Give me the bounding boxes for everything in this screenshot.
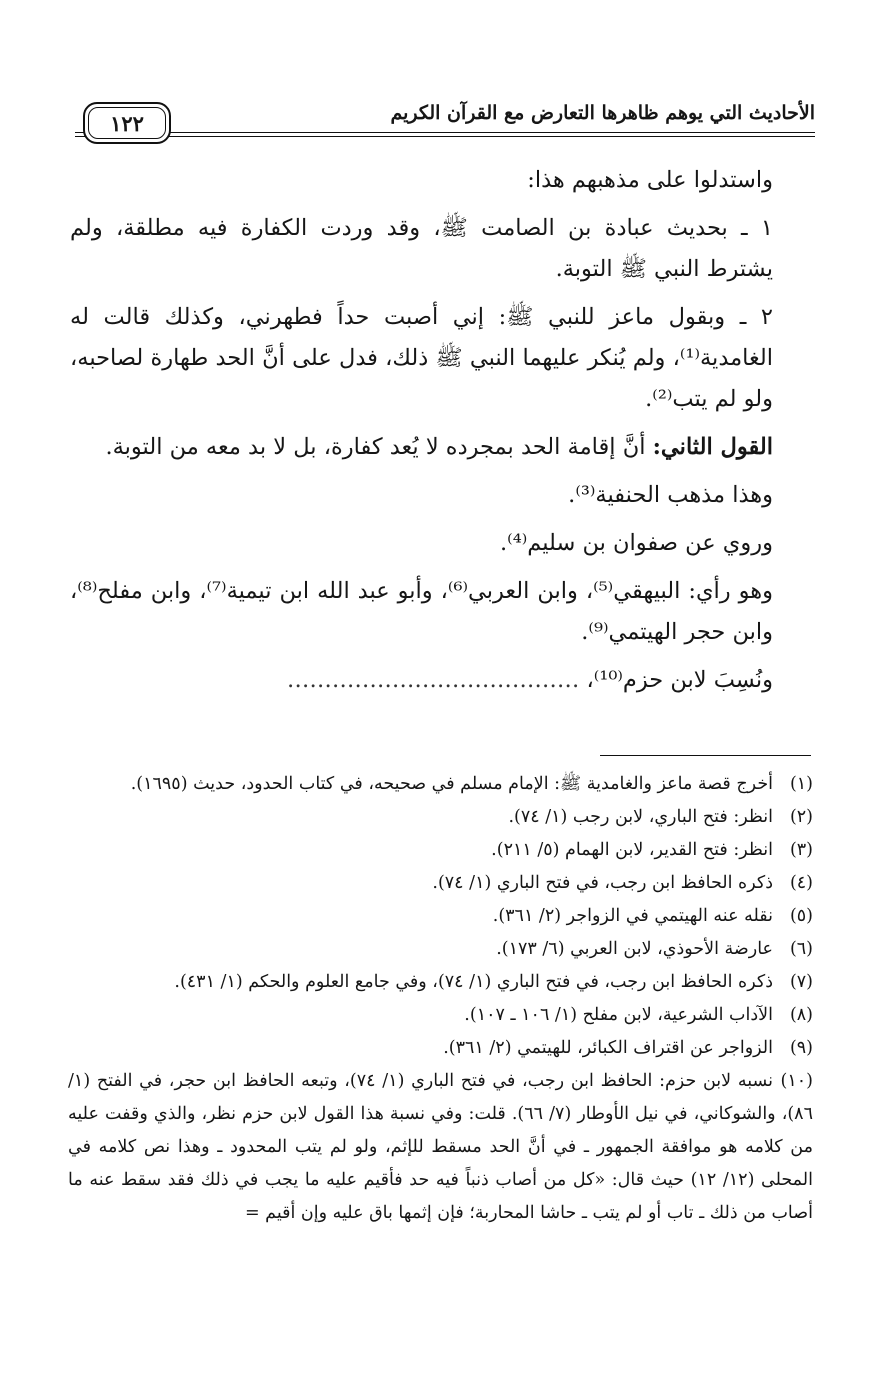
footnote-number: (٨) bbox=[789, 1005, 813, 1025]
paragraph bbox=[70, 427, 811, 468]
footnote-text: عارضة الأحوذي، لابن العربي (٦/ ١٧٣). bbox=[496, 939, 773, 959]
paragraph: وروي عن صفوان بن سليم⁽⁴⁾. bbox=[500, 530, 773, 556]
footnote bbox=[68, 900, 813, 933]
footnote-text: انظر: فتح الباري، لابن رجب (١/ ٧٤). bbox=[508, 807, 773, 827]
footnote bbox=[68, 933, 813, 966]
footnote-text: أخرج قصة ماعز والغامدية ﷺ: الإمام مسلم في صحيحه، في كتاب الحدود، حديث (١٦٩٥). bbox=[130, 774, 773, 794]
paragraph bbox=[70, 660, 811, 701]
footnote-number: (٩) bbox=[789, 1038, 813, 1058]
footnote-text: ذكره الحافظ ابن رجب، في فتح الباري (١/ ٧٤). bbox=[432, 873, 773, 893]
footnote-number: (٤) bbox=[789, 873, 813, 893]
paragraph-text: أنَّ إقامة الحد بمجرده لا يُعد كفارة، بل لا بد معه من التوبة. bbox=[105, 434, 653, 460]
footnote bbox=[68, 1065, 813, 1230]
footnote bbox=[68, 966, 813, 999]
footnote-number: (٢) bbox=[789, 807, 813, 827]
main-text bbox=[70, 160, 811, 708]
footnote-text: الزواجر عن اقتراف الكبائر، للهيتمي (٢/ ٣٦١). bbox=[443, 1038, 773, 1058]
footnote-number: (٣) bbox=[789, 840, 813, 860]
footnote-number: (٧) bbox=[789, 972, 813, 992]
footnote-text: انظر: فتح القدير، لابن الهمام (٥/ ٢١١). bbox=[491, 840, 773, 860]
page-number-frame bbox=[83, 102, 171, 144]
page-number: ١٢٢ bbox=[88, 107, 166, 139]
footnote-number: (١٠) bbox=[780, 1071, 813, 1091]
footnote-text: الآداب الشرعية، لابن مفلح (١/ ١٠٦ ـ ١٠٧). bbox=[464, 1005, 773, 1025]
paragraph: وهو رأي: البيهقي⁽⁵⁾، وابن العربي⁽⁶⁾، وأبو عبد الله ابن تيمية⁽⁷⁾، وابن مفلح⁽⁸⁾، وابن حجر الهيتمي⁽⁹⁾. bbox=[70, 578, 773, 645]
footnote-text: ذكره الحافظ ابن رجب، في فتح الباري (١/ ٧٤)، وفي جامع العلوم والحكم (١/ ٤٣١). bbox=[174, 972, 773, 992]
page-header bbox=[75, 96, 815, 144]
footnote-number: (٥) bbox=[789, 906, 813, 926]
paragraph: ٢ ـ وبقول ماعز للنبي ﷺ: إني أصبت حداً فطهرني، وكذلك قالت له الغامدية⁽¹⁾، ولم يُنكر عليهما النبي ﷺ ذلك، فدل على أنَّ الحد طهارة لصاحبه، ولو لم يتب⁽²⁾. bbox=[70, 304, 773, 412]
footnote bbox=[68, 801, 813, 834]
footnote-text: نسبه لابن حزم: الحافظ ابن رجب، في فتح الباري (١/ ٧٤)، وتبعه الحافظ ابن حجر، في الفتح (١/ ٨٦)، والشوكاني، في نيل الأوطار (٧/ ٦٦). قلت: وفي نسبة هذا القول لابن حزم نظر، والذي وقفت عليه من كلامه هو موافقة الجمهور ـ في أنَّ الحد مسقط للإثم، ولو لم يتب المحدود ـ وهذا نص كلامه في المحلى (١٢/ ١٢) حيث قال: «كل من أصاب ذنباً فيه حد فأقيم عليه ما يجب في ذلك فقد سقط عنه ما أصاب من ذلك ـ تاب أو لم يتب ـ حاشا المحاربة؛ فإن إثمها باق عليه وإن أقيم = bbox=[68, 1071, 813, 1223]
paragraph: وهذا مذهب الحنفية⁽³⁾. bbox=[568, 482, 773, 508]
header-rule bbox=[75, 136, 815, 137]
footnote bbox=[68, 768, 813, 801]
footnote bbox=[68, 834, 813, 867]
paragraph: واستدلوا على مذهبهم هذا: bbox=[527, 167, 773, 193]
paragraph-text: ونُسِبَ لابن حزم⁽¹⁰⁾، bbox=[579, 667, 773, 693]
header-rule bbox=[75, 132, 815, 133]
section-label: القول الثاني: bbox=[652, 434, 773, 460]
paragraph: ١ ـ بحديث عبادة بن الصامت ﷺ، وقد وردت الكفارة فيه مطلقة، ولم يشترط النبي ﷺ التوبة. bbox=[70, 215, 773, 282]
continuation-dots: ………………………………… bbox=[286, 667, 580, 693]
footnote-number: (٦) bbox=[789, 939, 813, 959]
footnote-number: (١) bbox=[789, 774, 813, 794]
footnote bbox=[68, 867, 813, 900]
footnote bbox=[68, 999, 813, 1032]
footnotes bbox=[68, 768, 813, 1230]
running-title: الأحاديث التي يوهم ظاهرها التعارض مع القرآن الكريم bbox=[380, 96, 815, 130]
footnote-separator bbox=[600, 755, 811, 756]
footnote bbox=[68, 1032, 813, 1065]
footnote-text: نقله عنه الهيتمي في الزواجر (٢/ ٣٦١). bbox=[492, 906, 773, 926]
